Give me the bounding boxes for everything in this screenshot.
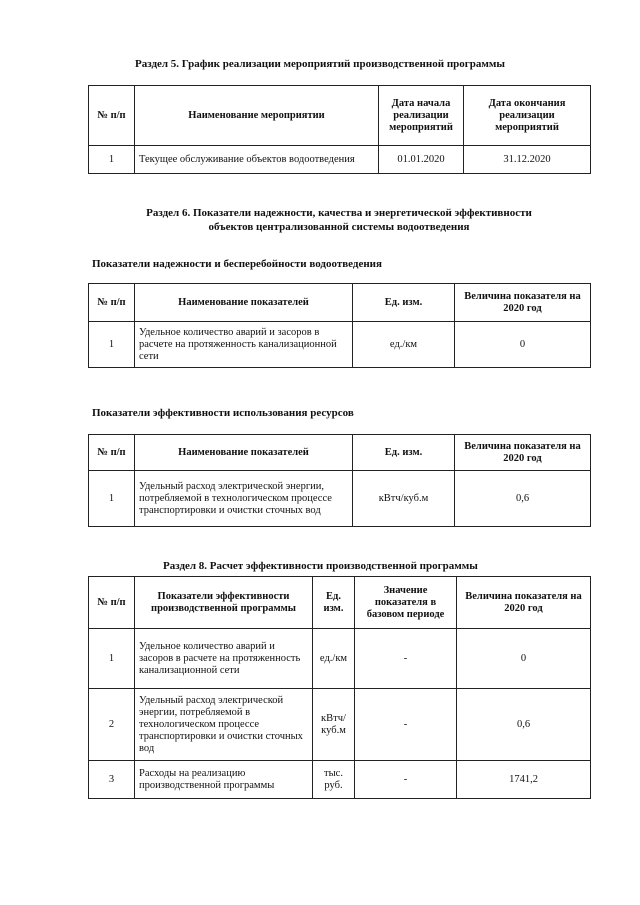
table-row xyxy=(89,471,591,527)
col-number: № п/п xyxy=(89,86,135,146)
indicator-name: Удельное количество аварий и засоров в расчете на протяженность канализационной сети xyxy=(135,629,313,689)
section-6-title-line1: Раздел 6. Показатели надежности, качества и энергетической эффективности xyxy=(146,207,532,219)
col-number: № п/п xyxy=(89,435,135,471)
row-number: 1 xyxy=(89,629,135,689)
unit: кВтч/куб.м xyxy=(353,471,455,527)
col-number: № п/п xyxy=(89,284,135,322)
indicator-name: Удельный расход электрической энергии, потребляемой в технологическом процессе транспортировки и очистки сточных вод xyxy=(135,471,353,527)
col-unit: Ед. изм. xyxy=(353,284,455,322)
value-2020: 0 xyxy=(455,322,591,368)
section-5-title: Раздел 5. График реализации мероприятий производственной программы xyxy=(135,58,505,70)
indicator-name: Удельный расход электрической энергии, потребляемой в технологическом процессе транспортировки и очистки сточных вод xyxy=(135,689,313,761)
unit: тыс. руб. xyxy=(313,761,355,799)
row-number: 1 xyxy=(89,146,135,174)
col-base-value: Значение показателя в базовом периоде xyxy=(355,577,457,629)
table-row xyxy=(89,146,591,174)
value-2020: 0 xyxy=(457,629,591,689)
table-row xyxy=(89,322,591,368)
col-value-2020: Величина показателя на 2020 год xyxy=(457,577,591,629)
section-8-title: Раздел 8. Расчет эффективности производственной программы xyxy=(163,560,478,572)
unit: ед./км xyxy=(353,322,455,368)
table-row xyxy=(89,689,591,761)
col-end-date: Дата окончания реализации мероприятий xyxy=(464,86,591,146)
col-unit: Ед. изм. xyxy=(353,435,455,471)
col-activity: Наименование мероприятии xyxy=(135,86,379,146)
col-value-2020: Величина показателя на 2020 год xyxy=(455,435,591,471)
efficiency-title: Показатели эффективности использования ресурсов xyxy=(92,407,354,419)
end-date: 31.12.2020 xyxy=(464,146,591,174)
indicator-name: Удельное количество аварий и засоров в расчете на протяженность канализационной сети xyxy=(135,322,353,368)
row-number: 2 xyxy=(89,689,135,761)
value-2020: 1741,2 xyxy=(457,761,591,799)
col-start-date: Дата начала реализации мероприятий xyxy=(379,86,464,146)
section-6-title-line2: объектов централизованной системы водоотведения xyxy=(208,221,470,233)
program-efficiency-table xyxy=(88,576,591,799)
indicator-name: Расходы на реализацию производственной программы xyxy=(135,761,313,799)
row-number: 1 xyxy=(89,471,135,527)
col-indicator: Показатели эффективности производственной программы xyxy=(135,577,313,629)
base-value: - xyxy=(355,761,457,799)
row-number: 1 xyxy=(89,322,135,368)
value-2020: 0,6 xyxy=(457,689,591,761)
schedule-table xyxy=(88,85,591,174)
start-date: 01.01.2020 xyxy=(379,146,464,174)
unit: ед./км xyxy=(313,629,355,689)
value-2020: 0,6 xyxy=(455,471,591,527)
reliability-title: Показатели надежности и бесперебойности водоотведения xyxy=(92,258,382,270)
activity-name: Текущее обслуживание объектов водоотведения xyxy=(135,146,379,174)
table-row xyxy=(89,629,591,689)
col-indicator: Наименование показателей xyxy=(135,284,353,322)
col-value-2020: Величина показателя на 2020 год xyxy=(455,284,591,322)
col-indicator: Наименование показателей xyxy=(135,435,353,471)
row-number: 3 xyxy=(89,761,135,799)
base-value: - xyxy=(355,629,457,689)
table-row xyxy=(89,761,591,799)
reliability-table xyxy=(88,283,591,368)
unit: кВтч/куб.м xyxy=(313,689,355,761)
efficiency-table xyxy=(88,434,591,527)
col-unit: Ед. изм. xyxy=(313,577,355,629)
base-value: - xyxy=(355,689,457,761)
col-number: № п/п xyxy=(89,577,135,629)
